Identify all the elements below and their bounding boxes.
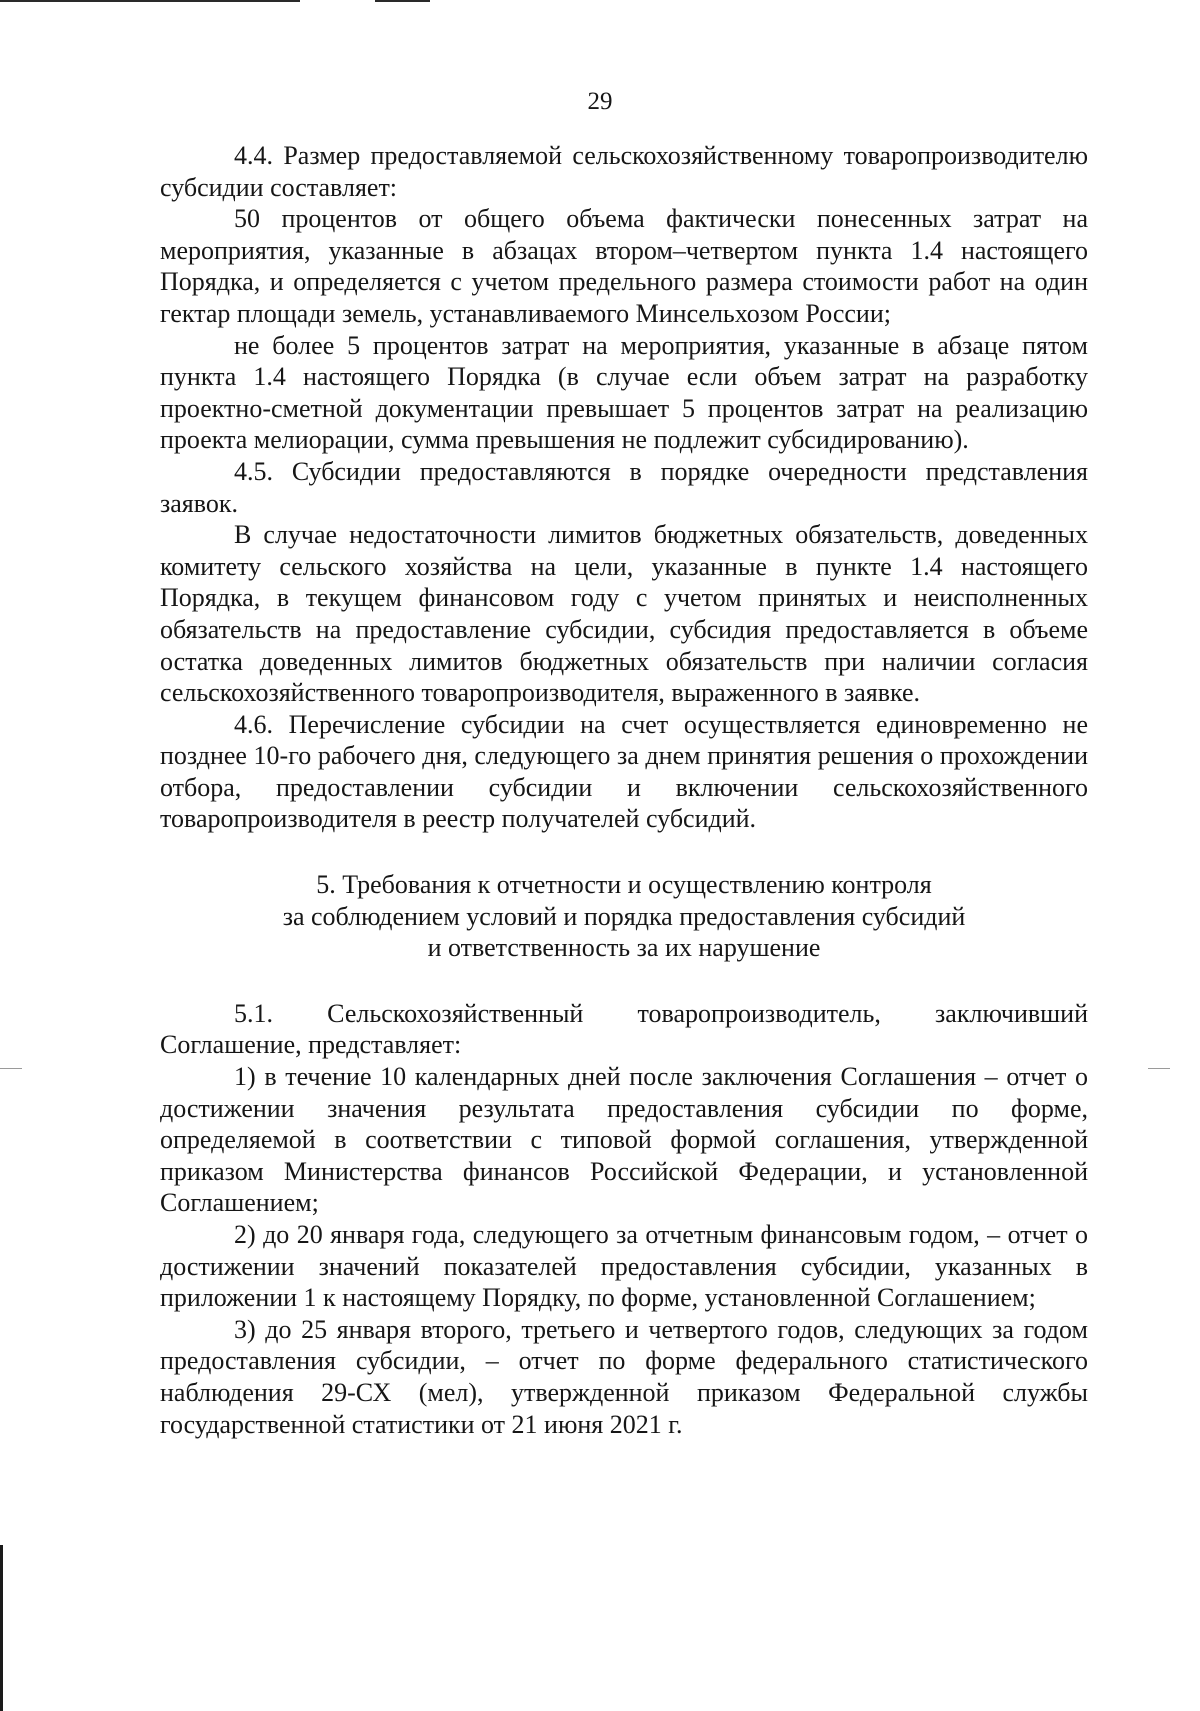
scan-artifact-left-edge — [0, 1545, 3, 1711]
section-5-heading-line-3: и ответственность за их нарушение — [427, 933, 821, 963]
section-5-heading-line-1: 5. Требования к отчетности и осуществлению контроля — [316, 870, 932, 900]
section-5-heading-line-2: за соблюдением условий и порядка предоставления субсидий — [282, 901, 966, 931]
scan-artifact-top-line — [0, 0, 300, 2]
paragraph-4-4-item-2: не более 5 процентов затрат на мероприятия, указанные в абзаце пятом пункта 1.4 настоящего Порядка (в случае если объем затрат на разработку проектно-сметной документации превышает 5 процентов затрат на реализацию проекта мелиорации, сумма превышения не подлежит субсидированию). — [160, 330, 1088, 455]
scan-artifact-dash — [0, 1068, 22, 1069]
paragraph-5-1-item-2: 2) до 20 января года, следующего за отчетным финансовым годом, – отчет о достижении значений показателей предоставления субсидии, указанных в приложении 1 к настоящему Порядку, по форме, установленной Соглашением; — [160, 1220, 1088, 1313]
scan-artifact-dash — [1148, 1068, 1170, 1069]
page-number: 29 — [587, 88, 613, 115]
section-5-heading — [160, 869, 1088, 964]
paragraph-4-4: 4.4. Размер предоставляемой сельскохозяйственному товаропроизводителю субсидии составляет: — [160, 141, 1088, 202]
paragraph-5-1-item-3: 3) до 25 января второго, третьего и четвертого годов, следующих за годом предоставления субсидии, – отчет по форме федерального статистического наблюдения 29-СХ (мел), утвержденной приказом Федеральной службы государственной статистики от 21 июня 2021 г. — [160, 1314, 1088, 1439]
paragraph-5-1-item-1: 1) в течение 10 календарных дней после заключения Соглашения – отчет о достижении значения результата предоставления субсидии по форме, определяемой в соответствии с типовой формой соглашения, утвержденной приказом Министерства финансов Российской Федерации, и установленной Соглашением; — [160, 1062, 1088, 1218]
paragraph-4-4-item-1: 50 процентов от общего объема фактически понесенных затрат на мероприятия, указанные в абзацах втором–четвертом пункта 1.4 настоящего Порядка, и определяется с учетом предельного размера стоимости работ на один гектар площади земель, устанавливаемого Минсельхозом России; — [160, 204, 1088, 328]
scan-artifact-top-line-short — [375, 0, 430, 2]
paragraph-4-5: 4.5. Субсидии предоставляются в порядке очередности представления заявок. — [160, 456, 1088, 518]
paragraph-5-1: 5.1. Сельскохозяйственный товаропроизводитель, заключивший Соглашение, представляет: — [160, 998, 1088, 1060]
document-body — [160, 140, 1088, 1440]
paragraph-4-6: 4.6. Перечисление субсидии на счет осуществляется единовременно не позднее 10-го рабочего дня, следующего за днем принятия решения о прохождении отбора, предоставлении субсидии и включении сельскохозяйственного товаропроизводителя в реестр получателей субсидий. — [160, 709, 1088, 834]
paragraph-4-5-continued: В случае недостаточности лимитов бюджетных обязательств, доведенных комитету сельского хозяйства на цели, указанные в пункте 1.4 настоящего Порядка, в текущем финансовом году с учетом принятых и неисполненных обязательств на предоставление субсидии, субсидия предоставляется в объеме остатка доведенных лимитов бюджетных обязательств при наличии согласия сельскохозяйственного товаропроизводителя, выраженного в заявке. — [160, 520, 1088, 708]
